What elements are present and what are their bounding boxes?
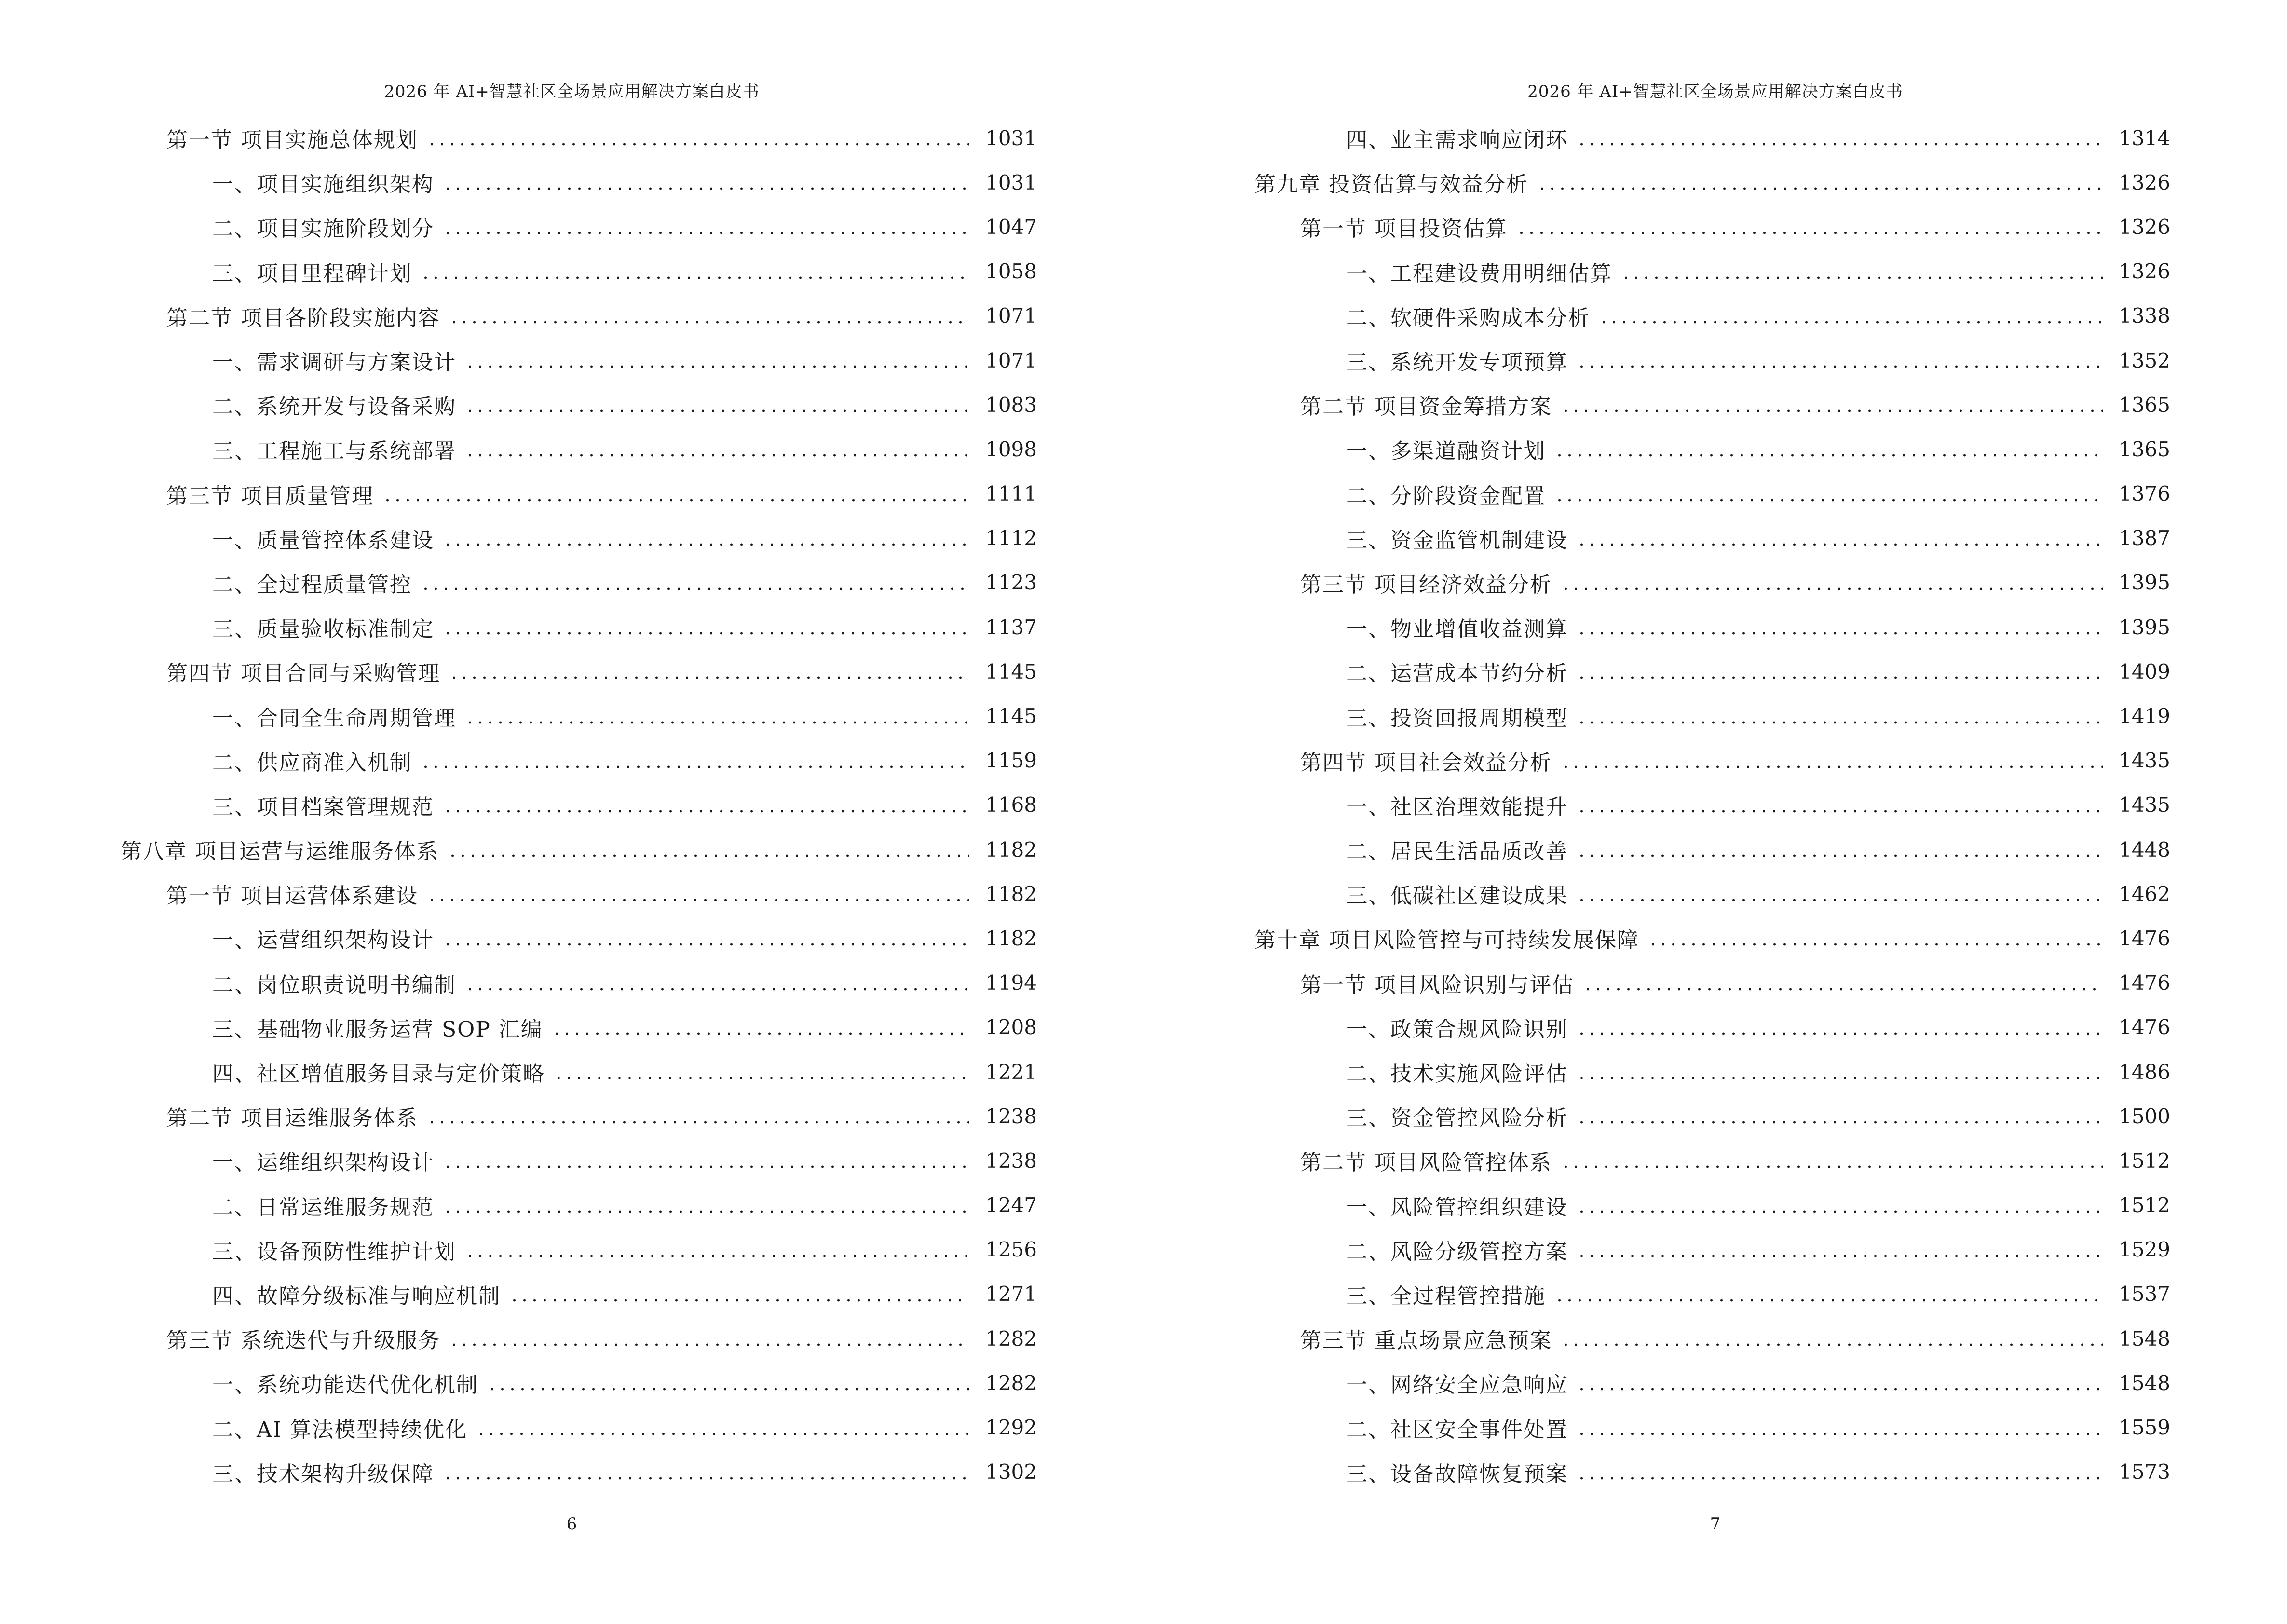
toc-entry-title: 三、项目里程碑计划 — [212, 261, 412, 286]
page-number: 7 — [1710, 1515, 1721, 1534]
toc-entry-title: 一、运营组织架构设计 — [212, 928, 434, 953]
toc-entry-title: 二、岗位职责说明书编制 — [212, 972, 456, 997]
toc-entry-title: 一、质量管控体系建设 — [212, 528, 434, 553]
toc-entry[interactable] — [1300, 961, 2170, 1005]
toc-entry-page-number: 1395 — [2119, 571, 2170, 595]
toc-entry-page-number: 1419 — [2119, 704, 2170, 728]
toc-entry[interactable] — [1346, 1094, 2170, 1138]
toc-entry-page-number: 1326 — [2119, 170, 2170, 194]
toc-entry-title: 二、社区安全事件处置 — [1346, 1417, 1568, 1442]
toc-entry-page-number: 1500 — [2119, 1104, 2170, 1128]
toc-entry[interactable] — [212, 1272, 1037, 1316]
toc-entry[interactable] — [1346, 694, 2170, 738]
dot-leader — [1561, 409, 2103, 413]
dot-leader — [1516, 231, 2103, 235]
toc-entry-title: 二、分阶段资金配置 — [1346, 483, 1546, 508]
toc-entry-title: 三、技术架构升级保障 — [212, 1461, 434, 1487]
dot-leader — [443, 1210, 969, 1214]
toc-entry[interactable] — [212, 916, 1037, 960]
toc-entry[interactable] — [212, 1450, 1037, 1494]
toc-entry-title: 三、系统开发专项预算 — [1346, 350, 1568, 375]
dot-leader — [1577, 854, 2103, 858]
toc-entry-page-number: 1462 — [2119, 882, 2170, 906]
toc-entry-title: 第四节 项目社会效益分析 — [1300, 750, 1552, 775]
toc-entry[interactable] — [166, 872, 1037, 916]
dot-leader — [427, 1120, 969, 1124]
dot-leader — [449, 1343, 969, 1347]
dot-leader — [1577, 543, 2103, 546]
toc-entry-title: 一、运维组织架构设计 — [212, 1150, 434, 1175]
dot-leader — [465, 453, 969, 457]
dot-leader — [1577, 1476, 2103, 1480]
toc-entry-page-number: 1112 — [985, 526, 1037, 550]
toc-entry-page-number: 1512 — [2119, 1148, 2170, 1173]
toc-entry-page-number: 1271 — [985, 1282, 1037, 1306]
toc-entry-page-number: 1071 — [985, 304, 1037, 328]
toc-entry-page-number: 1058 — [985, 259, 1037, 284]
toc-entry[interactable] — [166, 472, 1037, 516]
toc-entry[interactable] — [212, 382, 1037, 427]
dot-leader — [421, 765, 969, 769]
dot-leader — [1599, 320, 2103, 324]
toc-entry[interactable] — [1300, 1138, 2170, 1183]
toc-entry-page-number: 1573 — [2119, 1460, 2170, 1484]
table-of-contents — [121, 116, 1037, 1494]
toc-entry-page-number: 1238 — [985, 1104, 1037, 1128]
toc-entry-page-number: 1476 — [2119, 971, 2170, 995]
toc-entry-title: 第四节 项目合同与采购管理 — [166, 661, 440, 686]
toc-entry-title: 二、居民生活品质改善 — [1346, 839, 1568, 864]
toc-entry[interactable] — [1254, 160, 2170, 205]
toc-entry-title: 一、政策合规风险识别 — [1346, 1017, 1568, 1042]
toc-entry-page-number: 1182 — [985, 926, 1037, 950]
toc-entry[interactable] — [1346, 649, 2170, 694]
toc-entry-page-number: 1123 — [985, 571, 1037, 595]
toc-entry-page-number: 1047 — [985, 215, 1037, 239]
toc-entry-title: 二、运营成本节约分析 — [1346, 661, 1568, 686]
toc-entry[interactable] — [1300, 1316, 2170, 1361]
toc-entry-title: 第九章 投资估算与效益分析 — [1254, 172, 1528, 197]
toc-entry-title: 三、项目档案管理规范 — [212, 794, 434, 819]
toc-entry[interactable] — [212, 1405, 1037, 1449]
toc-entry-title: 二、软硬件采购成本分析 — [1346, 305, 1590, 330]
toc-entry-title: 二、AI 算法模型持续优化 — [212, 1417, 468, 1442]
toc-entry[interactable] — [166, 116, 1037, 160]
toc-entry[interactable] — [166, 1094, 1037, 1138]
toc-entry-title: 一、需求调研与方案设计 — [212, 350, 456, 375]
toc-entry[interactable] — [212, 560, 1037, 605]
dot-leader — [427, 142, 969, 146]
toc-entry-page-number: 1365 — [2119, 437, 2170, 461]
toc-entry-page-number: 1326 — [2119, 259, 2170, 284]
dot-leader — [427, 898, 969, 902]
toc-entry[interactable] — [212, 783, 1037, 827]
toc-entry-page-number: 1111 — [985, 482, 1037, 506]
dot-leader — [1577, 1032, 2103, 1036]
dot-leader — [1537, 187, 2103, 191]
toc-entry-title: 二、技术实施风险评估 — [1346, 1062, 1568, 1087]
toc-entry[interactable] — [1346, 783, 2170, 827]
toc-entry[interactable] — [212, 1050, 1037, 1094]
toc-entry-page-number: 1282 — [985, 1371, 1037, 1395]
toc-entry[interactable] — [1300, 560, 2170, 605]
toc-entry-title: 二、系统开发与设备采购 — [212, 395, 456, 420]
dot-leader — [443, 809, 969, 813]
toc-entry-page-number: 1247 — [985, 1193, 1037, 1217]
toc-entry-page-number: 1256 — [985, 1238, 1037, 1262]
toc-entry-page-number: 1182 — [985, 837, 1037, 861]
toc-entry-title: 二、全过程质量管控 — [212, 572, 412, 597]
toc-entry[interactable] — [166, 294, 1037, 338]
toc-entry[interactable] — [1300, 382, 2170, 427]
toc-entry-title: 二、供应商准入机制 — [212, 750, 412, 775]
toc-entry[interactable] — [1300, 738, 2170, 783]
toc-entry[interactable] — [1346, 1405, 2170, 1449]
toc-entry-page-number: 1326 — [2119, 215, 2170, 239]
dot-leader — [465, 365, 969, 368]
toc-entry-title: 三、投资回报周期模型 — [1346, 706, 1568, 731]
toc-entry-page-number: 1476 — [2119, 1015, 2170, 1039]
dot-leader — [1621, 276, 2103, 280]
toc-entry-title: 三、低碳社区建设成果 — [1346, 884, 1568, 909]
dot-leader — [465, 987, 969, 991]
dot-leader — [1577, 1432, 2103, 1436]
toc-entry-title: 三、质量验收标准制定 — [212, 617, 434, 642]
toc-entry-title: 一、多渠道融资计划 — [1346, 439, 1546, 464]
toc-entry-title: 三、基础物业服务运营 SOP 汇编 — [212, 1017, 543, 1042]
toc-entry-title: 一、物业增值收益测算 — [1346, 617, 1568, 642]
dot-leader — [1577, 631, 2103, 635]
toc-entry-page-number: 1145 — [985, 704, 1037, 728]
toc-entry[interactable] — [1346, 116, 2170, 160]
dot-leader — [1577, 142, 2103, 146]
dot-leader — [1561, 1343, 2103, 1347]
dot-leader — [421, 276, 969, 280]
toc-entry[interactable] — [212, 1228, 1037, 1272]
toc-entry-title: 二、风险分级管控方案 — [1346, 1239, 1568, 1264]
dot-leader — [1577, 1120, 2103, 1124]
toc-entry-page-number: 1512 — [2119, 1193, 2170, 1217]
toc-entry-page-number: 1159 — [985, 749, 1037, 773]
toc-entry[interactable] — [166, 649, 1037, 694]
toc-entry[interactable] — [1346, 1005, 2170, 1050]
toc-entry-page-number: 1559 — [2119, 1416, 2170, 1440]
toc-entry-page-number: 1409 — [2119, 659, 2170, 683]
toc-entry-title: 一、网络安全应急响应 — [1346, 1373, 1568, 1398]
toc-entry-title: 第二节 项目运维服务体系 — [166, 1106, 418, 1131]
toc-entry-page-number: 1352 — [2119, 348, 2170, 372]
toc-entry-page-number: 1376 — [2119, 482, 2170, 506]
toc-entry-page-number: 1529 — [2119, 1238, 2170, 1262]
toc-entry-page-number: 1282 — [985, 1326, 1037, 1351]
toc-entry-title: 三、资金管控风险分析 — [1346, 1106, 1568, 1131]
toc-entry-title: 第一节 项目投资估算 — [1300, 217, 1508, 242]
toc-entry-page-number: 1208 — [985, 1015, 1037, 1039]
toc-entry-page-number: 1071 — [985, 348, 1037, 372]
toc-entry-page-number: 1314 — [2119, 126, 2170, 150]
dot-leader — [1561, 587, 2103, 591]
dot-leader — [443, 942, 969, 946]
toc-entry-page-number: 1031 — [985, 170, 1037, 194]
toc-entry[interactable] — [1346, 872, 2170, 916]
toc-entry[interactable] — [1300, 205, 2170, 249]
toc-entry-title: 三、资金监管机制建设 — [1346, 528, 1568, 553]
toc-entry-title: 第一节 项目实施总体规划 — [166, 128, 418, 153]
toc-entry[interactable] — [212, 1361, 1037, 1405]
toc-entry[interactable] — [212, 605, 1037, 649]
toc-entry[interactable] — [212, 249, 1037, 294]
toc-entry-page-number: 1194 — [985, 971, 1037, 995]
dot-leader — [1577, 898, 2103, 902]
toc-entry-title: 三、设备预防性维护计划 — [212, 1239, 456, 1264]
toc-entry-title: 三、工程施工与系统部署 — [212, 439, 456, 464]
page-number: 6 — [566, 1515, 577, 1534]
toc-entry[interactable] — [212, 1005, 1037, 1050]
toc-entry-title: 二、项目实施阶段划分 — [212, 217, 434, 242]
dot-leader — [443, 543, 969, 546]
toc-entry[interactable] — [121, 827, 1037, 872]
dot-leader — [1561, 1165, 2103, 1169]
toc-entry-page-number: 1387 — [2119, 526, 2170, 550]
dot-leader — [449, 676, 969, 680]
toc-entry-page-number: 1448 — [2119, 837, 2170, 861]
toc-entry[interactable] — [166, 1316, 1037, 1361]
toc-entry-title: 第十章 项目风险管控与可持续发展保障 — [1254, 928, 1639, 953]
dot-leader — [443, 231, 969, 235]
toc-entry[interactable] — [1346, 294, 2170, 338]
toc-entry[interactable] — [212, 427, 1037, 471]
dot-leader — [1577, 676, 2103, 680]
toc-entry[interactable] — [212, 338, 1037, 382]
dot-leader — [1577, 1210, 2103, 1214]
toc-entry-title: 第二节 项目各阶段实施内容 — [166, 305, 440, 330]
toc-entry-title: 一、风险管控组织建设 — [1346, 1195, 1568, 1220]
toc-entry[interactable] — [1346, 827, 2170, 872]
toc-entry-title: 一、合同全生命周期管理 — [212, 706, 456, 731]
toc-entry-page-number: 1221 — [985, 1060, 1037, 1084]
toc-entry-title: 四、业主需求响应闭环 — [1346, 128, 1568, 153]
toc-entry-title: 第三节 项目经济效益分析 — [1300, 572, 1552, 597]
dot-leader — [487, 1387, 969, 1391]
toc-entry-page-number: 1031 — [985, 126, 1037, 150]
dot-leader — [1554, 453, 2103, 457]
toc-entry[interactable] — [1346, 1050, 2170, 1094]
toc-entry-page-number: 1548 — [2119, 1371, 2170, 1395]
toc-entry[interactable] — [1254, 916, 2170, 960]
dot-leader — [509, 1298, 969, 1302]
toc-entry-title: 第二节 项目资金筹措方案 — [1300, 395, 1552, 420]
dot-leader — [443, 631, 969, 635]
toc-entry-title: 一、项目实施组织架构 — [212, 172, 434, 197]
toc-entry-page-number: 1365 — [2119, 393, 2170, 417]
dot-leader — [1577, 1076, 2103, 1080]
toc-entry-title: 第一节 项目风险识别与评估 — [1300, 972, 1574, 997]
running-header: 2026 年 AI+智慧社区全场景应用解决方案白皮书 — [384, 82, 760, 101]
running-header: 2026 年 AI+智慧社区全场景应用解决方案白皮书 — [1527, 82, 1903, 101]
toc-entry-title: 一、社区治理效能提升 — [1346, 794, 1568, 819]
dot-leader — [1577, 721, 2103, 724]
dot-leader — [382, 498, 969, 502]
dot-leader — [1554, 498, 2103, 502]
dot-leader — [552, 1032, 969, 1036]
toc-entry-title: 三、全过程管控措施 — [1346, 1283, 1546, 1309]
dot-leader — [465, 721, 969, 724]
toc-entry-page-number: 1476 — [2119, 926, 2170, 950]
toc-entry-title: 第二节 项目风险管控体系 — [1300, 1150, 1552, 1175]
toc-entry[interactable] — [1346, 1228, 2170, 1272]
toc-entry[interactable] — [212, 160, 1037, 205]
toc-entry[interactable] — [1346, 249, 2170, 294]
toc-entry-page-number: 1238 — [985, 1148, 1037, 1173]
table-of-contents — [1254, 116, 2170, 1494]
toc-entry[interactable] — [1346, 338, 2170, 382]
toc-entry[interactable] — [1346, 1183, 2170, 1228]
toc-entry-title: 第八章 项目运营与运维服务体系 — [121, 839, 439, 864]
toc-entry-title: 一、系统功能迭代优化机制 — [212, 1373, 478, 1398]
dot-leader — [1577, 365, 2103, 368]
toc-entry[interactable] — [1346, 605, 2170, 649]
dot-leader — [1554, 1298, 2103, 1302]
dot-leader — [1577, 1254, 2103, 1258]
toc-entry-page-number: 1435 — [2119, 749, 2170, 773]
toc-entry-title: 第三节 重点场景应急预案 — [1300, 1328, 1552, 1353]
toc-entry[interactable] — [212, 1183, 1037, 1228]
toc-entry-page-number: 1168 — [985, 793, 1037, 817]
toc-entry-page-number: 1182 — [985, 882, 1037, 906]
right-page — [1144, 0, 2287, 1624]
toc-entry[interactable] — [1346, 1272, 2170, 1316]
toc-entry-page-number: 1302 — [985, 1460, 1037, 1484]
dot-leader — [554, 1076, 969, 1080]
toc-entry-title: 四、故障分级标准与响应机制 — [212, 1283, 501, 1309]
dot-leader — [1577, 1387, 2103, 1391]
dot-leader — [1561, 765, 2103, 769]
dot-leader — [448, 854, 969, 858]
toc-entry-page-number: 1486 — [2119, 1060, 2170, 1084]
toc-entry[interactable] — [212, 738, 1037, 783]
toc-entry-page-number: 1098 — [985, 437, 1037, 461]
toc-entry[interactable] — [212, 516, 1037, 560]
toc-entry-page-number: 1548 — [2119, 1326, 2170, 1351]
toc-entry-title: 四、社区增值服务目录与定价策略 — [212, 1062, 545, 1087]
toc-entry[interactable] — [212, 1138, 1037, 1183]
dot-leader — [1648, 942, 2103, 946]
toc-entry-page-number: 1395 — [2119, 615, 2170, 639]
dot-leader — [1583, 987, 2103, 991]
toc-entry-title: 第三节 系统迭代与升级服务 — [166, 1328, 440, 1353]
toc-entry[interactable] — [212, 694, 1037, 738]
toc-entry[interactable] — [1346, 1450, 2170, 1494]
toc-entry-page-number: 1435 — [2119, 793, 2170, 817]
dot-leader — [443, 1476, 969, 1480]
toc-entry-page-number: 1537 — [2119, 1282, 2170, 1306]
dot-leader — [443, 187, 969, 191]
toc-entry-title: 第三节 项目质量管理 — [166, 483, 374, 508]
toc-entry[interactable] — [212, 205, 1037, 249]
dot-leader — [1577, 809, 2103, 813]
dot-leader — [465, 409, 969, 413]
dot-leader — [443, 1165, 969, 1169]
toc-entry[interactable] — [1346, 472, 2170, 516]
toc-entry-title: 二、日常运维服务规范 — [212, 1195, 434, 1220]
toc-entry-page-number: 1145 — [985, 659, 1037, 683]
toc-entry-title: 三、设备故障恢复预案 — [1346, 1461, 1568, 1487]
toc-entry-page-number: 1292 — [985, 1416, 1037, 1440]
toc-entry[interactable] — [1346, 427, 2170, 471]
dot-leader — [476, 1432, 969, 1436]
toc-entry-page-number: 1338 — [2119, 304, 2170, 328]
toc-entry[interactable] — [1346, 1361, 2170, 1405]
toc-entry-title: 第一节 项目运营体系建设 — [166, 884, 418, 909]
dot-leader — [449, 320, 969, 324]
dot-leader — [465, 1254, 969, 1258]
dot-leader — [421, 587, 969, 591]
toc-entry[interactable] — [212, 961, 1037, 1005]
toc-entry-page-number: 1137 — [985, 615, 1037, 639]
toc-entry-title: 一、工程建设费用明细估算 — [1346, 261, 1612, 286]
toc-entry[interactable] — [1346, 516, 2170, 560]
toc-entry-page-number: 1083 — [985, 393, 1037, 417]
